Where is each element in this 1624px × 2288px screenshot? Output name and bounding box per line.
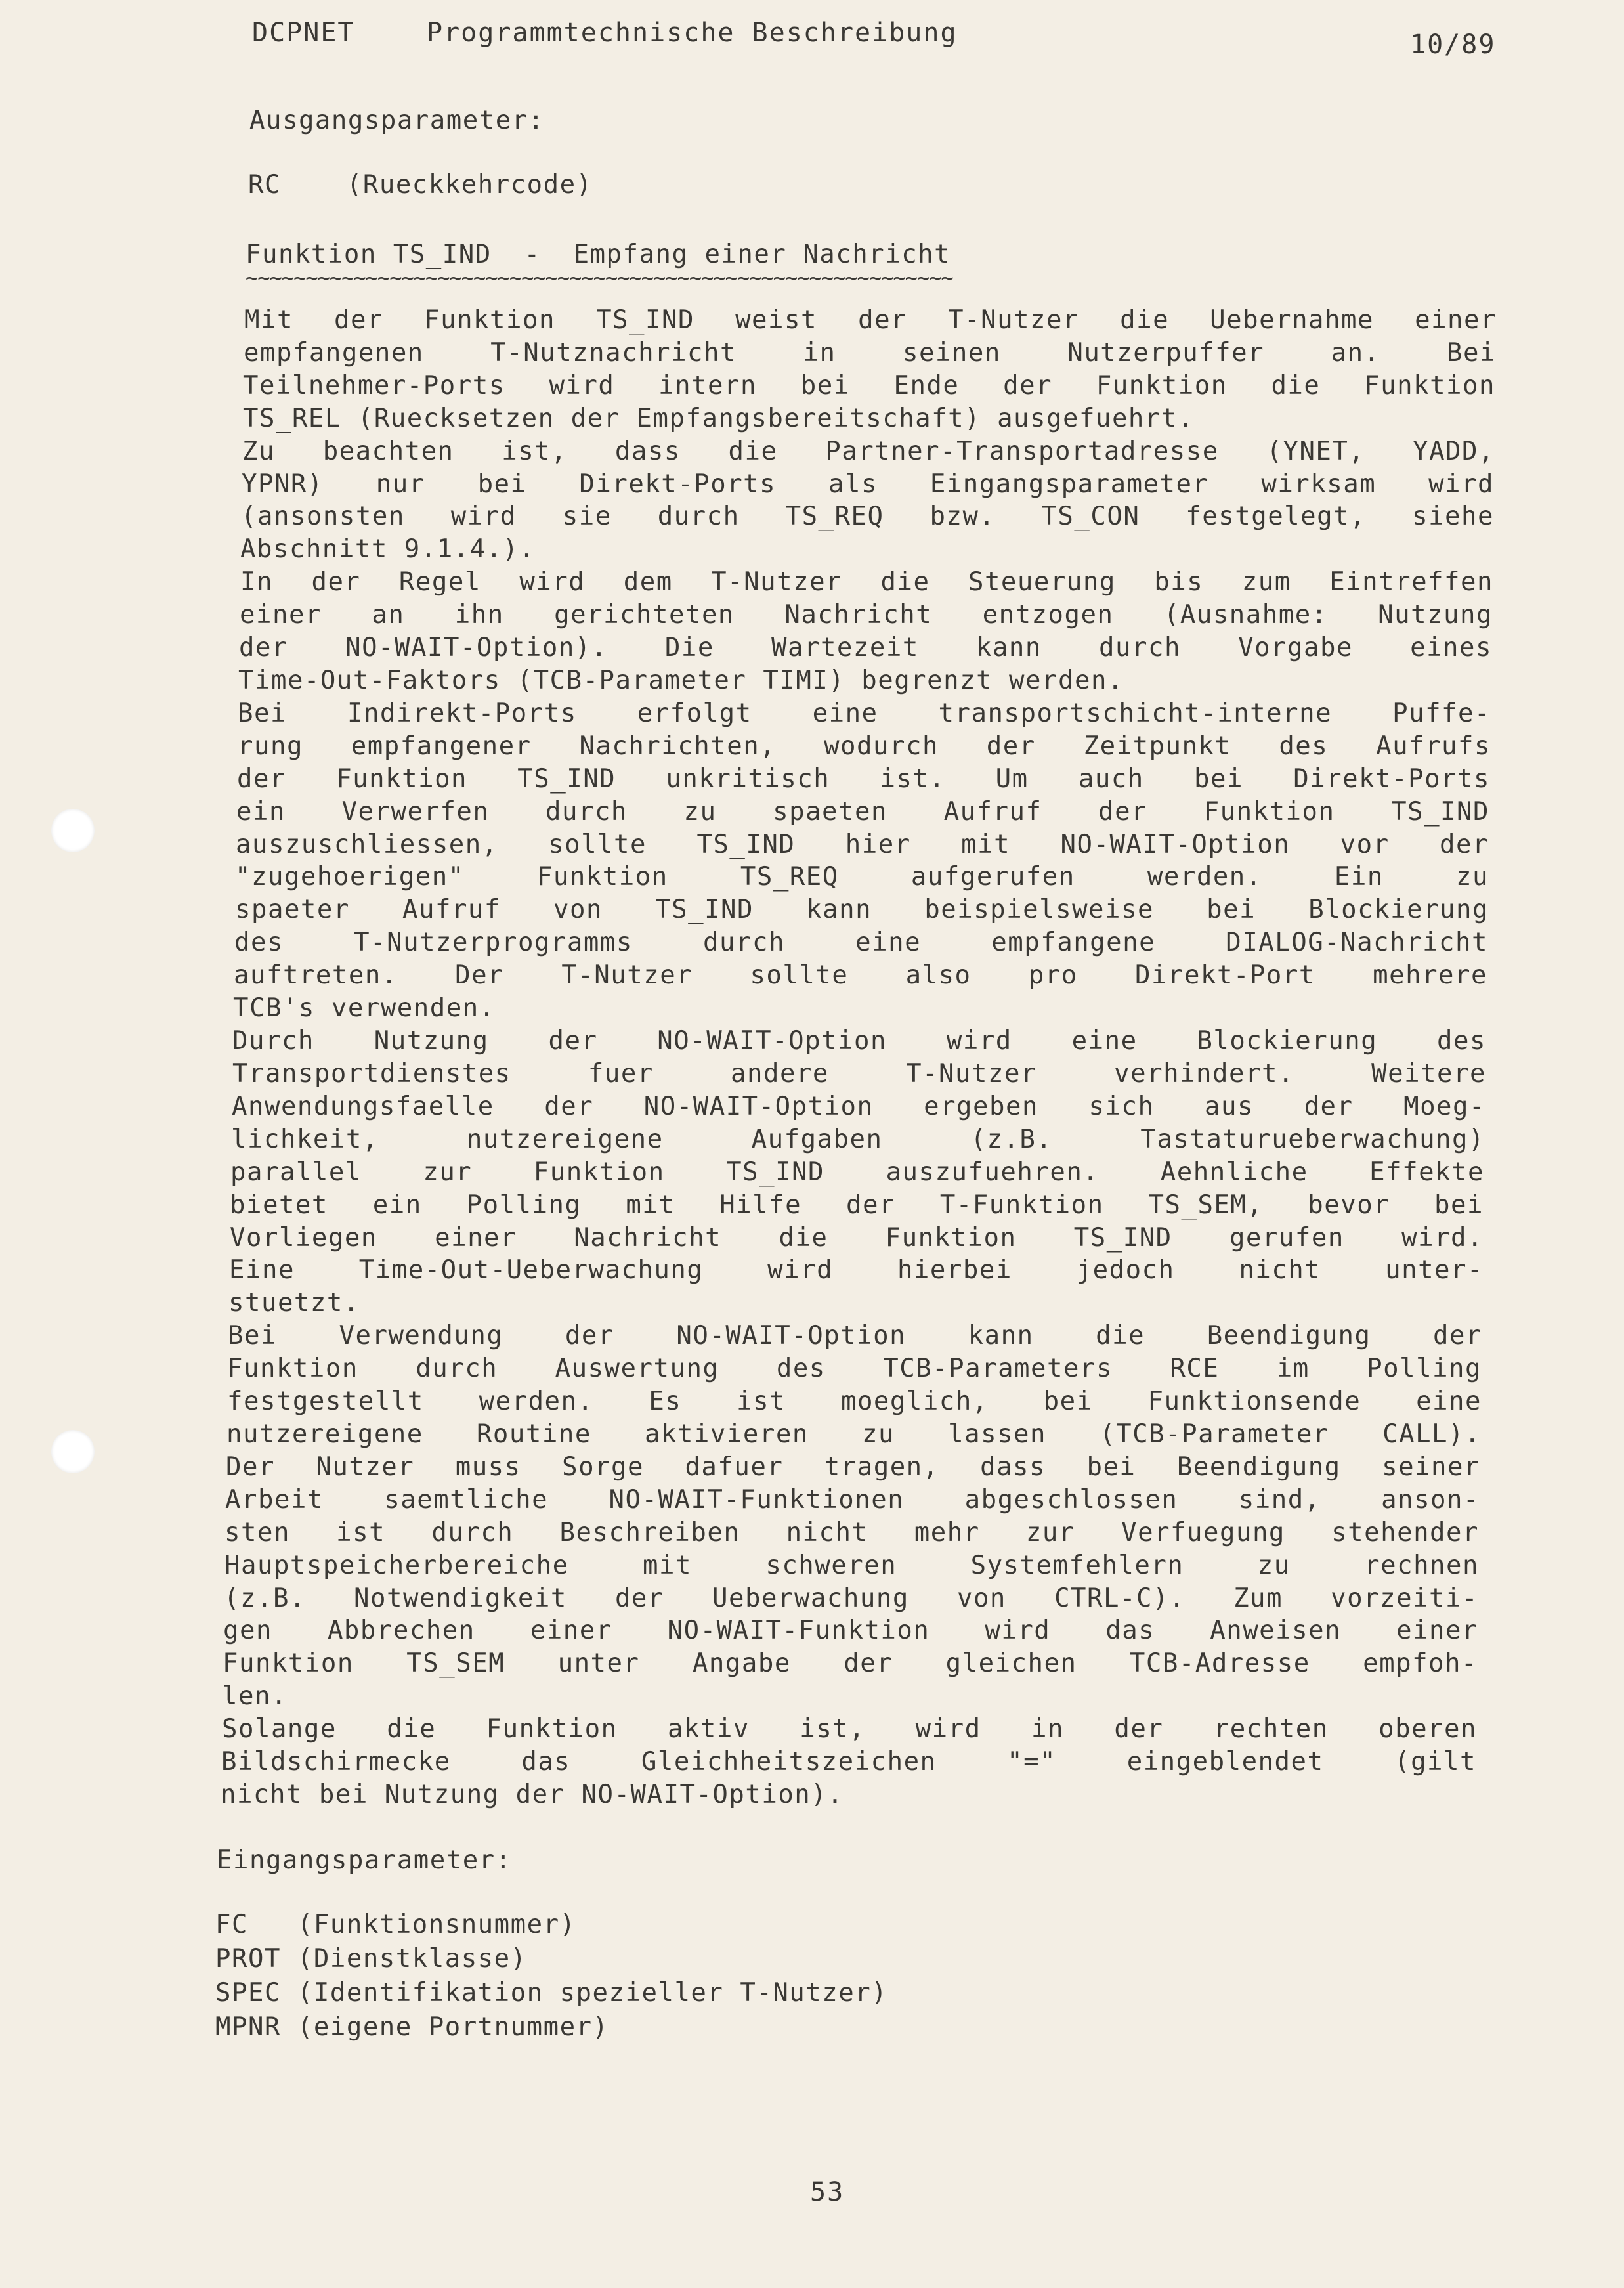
input-param-prot: PROT (Dienstklasse) [215, 1944, 527, 1974]
body-line: lichkeit, nutzereigene Aufgaben (z.B. Tastaturueberwachung) [231, 1125, 1485, 1154]
body-line: Funktion TS_SEM unter Angabe der gleichen TCB-Adresse empfoh- [223, 1649, 1478, 1678]
body-line: Bildschirmecke das Gleichheitszeichen "=" eingeblendet (gilt [221, 1747, 1476, 1777]
punch-hole-bottom [51, 1430, 95, 1473]
body-line: YPNR) nur bei Direkt-Ports als Eingangsparameter wirksam wird [242, 469, 1494, 499]
input-param-mpnr: MPNR (eigene Portnummer) [215, 2012, 609, 2042]
body-line: nutzereigene Routine aktivieren zu lassen (TCB-Parameter CALL). [226, 1419, 1481, 1449]
body-line: festgestellt werden. Es ist moeglich, bei Funktionsende eine [227, 1387, 1482, 1416]
body-line: (ansonsten wird sie durch TS_REQ bzw. TS_CON festgelegt, siehe [241, 502, 1494, 531]
body-line: In der Regel wird dem T-Nutzer die Steuerung bis zum Eintreffen [240, 567, 1493, 597]
body-line: "zugehoerigen" Funktion TS_REQ aufgerufen werden. Ein zu [235, 862, 1489, 892]
body-line: bietet ein Polling mit Hilfe der T-Funktion TS_SEM, bevor bei [230, 1190, 1484, 1220]
punch-hole-top [51, 809, 95, 852]
body-line: einer an ihn gerichteten Nachricht entzogen (Ausnahme: Nutzung [240, 600, 1493, 630]
body-line: Der Nutzer muss Sorge dafuer tragen, dass bei Beendigung seiner [226, 1452, 1480, 1482]
body-line: gen Abbrechen einer NO-WAIT-Funktion wird das Anweisen einer [223, 1616, 1478, 1645]
body-line: (z.B. Notwendigkeit der Ueberwachung von CTRL-C). Zum vorzeiti- [224, 1584, 1478, 1613]
heading-underline: ~~~~~~~~~~~~~~~~~~~~~~~~~~~~~~~~~~~~~~~~~~~~~~~~~~~~~~~~~~~ [246, 265, 953, 290]
function-heading: Funktion TS_IND - Empfang einer Nachricht [246, 240, 951, 269]
body-line: empfangenen T-Nutznachricht in seinen Nutzerpuffer an. Bei [244, 338, 1496, 368]
body-line: TCB's verwenden. [233, 993, 496, 1023]
body-line: parallel zur Funktion TS_IND auszufuehren. Aehnliche Effekte [230, 1157, 1484, 1187]
body-line: Transportdienstes fuer andere T-Nutzer verhindert. Weitere [232, 1059, 1486, 1089]
body-line: ein Verwerfen durch zu spaeten Aufruf der Funktion TS_IND [236, 797, 1489, 827]
body-line: len. [222, 1681, 288, 1711]
output-params-heading: Ausgangsparameter: [249, 106, 545, 135]
body-line: Zu beachten ist, dass die Partner-Transportadresse (YNET, YADD, [242, 437, 1495, 466]
header-date: 10/89 [1410, 30, 1496, 60]
body-line: stuetzt. [228, 1288, 360, 1318]
body-line: Vorliegen einer Nachricht die Funktion TS_IND gerufen wird. [230, 1223, 1484, 1253]
input-param-spec: SPEC (Identifikation spezieller T-Nutzer) [215, 1978, 888, 2008]
body-line: Bei Indirekt-Ports erfolgt eine transportschicht-interne Puffe- [238, 699, 1491, 728]
body-line: der NO-WAIT-Option). Die Wartezeit kann durch Vorgabe eines [239, 633, 1492, 662]
body-line: spaeter Aufruf von TS_IND kann beispielsweise bei Blockierung [235, 895, 1489, 924]
body-line: Anwendungsfaelle der NO-WAIT-Option ergeben sich aus der Moeg- [232, 1092, 1485, 1121]
body-line: Abschnitt 9.1.4.). [240, 534, 536, 564]
body-line: der Funktion TS_IND unkritisch ist. Um auch bei Direkt-Ports [237, 764, 1490, 794]
body-line: Bei Verwendung der NO-WAIT-Option kann die Beendigung der [228, 1321, 1482, 1350]
body-line: TS_REL (Ruecksetzen der Empfangsbereitschaft) ausgefuehrt. [243, 404, 1194, 433]
body-line: nicht bei Nutzung der NO-WAIT-Option). [221, 1780, 844, 1809]
body-line: Durch Nutzung der NO-WAIT-Option wird eine Blockierung des [232, 1026, 1486, 1056]
body-line: auftreten. Der T-Nutzer sollte also pro Direkt-Port mehrere [234, 961, 1487, 990]
body-line: auszuschliessen, sollte TS_IND hier mit NO-WAIT-Option vor der [236, 830, 1489, 859]
input-param-fc: FC (Funktionsnummer) [215, 1910, 576, 1939]
input-params-heading: Eingangsparameter: [217, 1846, 512, 1875]
body-line: sten ist durch Beschreiben nicht mehr zur Verfuegung stehender [224, 1518, 1479, 1547]
body-line: Eine Time-Out-Ueberwachung wird hierbei jedoch nicht unter- [229, 1255, 1484, 1285]
header-left: DCPNET [252, 18, 355, 48]
body-line: Funktion durch Auswertung des TCB-Parameters RCE im Polling [227, 1354, 1482, 1383]
body-line: Mit der Funktion TS_IND weist der T-Nutzer die Uebernahme einer [244, 305, 1497, 335]
page-number: 53 [810, 2177, 845, 2207]
output-param-rc: RC (Rueckkehrcode) [248, 170, 593, 200]
body-line: des T-Nutzerprogramms durch eine empfangene DIALOG-Nachricht [234, 928, 1488, 957]
body-line: Arbeit saemtliche NO-WAIT-Funktionen abgeschlossen sind, anson- [225, 1485, 1480, 1515]
body-line: Solange die Funktion aktiv ist, wird in der rechten oberen [222, 1714, 1477, 1744]
body-line: Time-Out-Faktors (TCB-Parameter TIMI) begrenzt werden. [238, 666, 1124, 695]
body-line: Hauptspeicherbereiche mit schweren Systemfehlern zu rechnen [224, 1551, 1479, 1580]
header-title: Programmtechnische Beschreibung [427, 18, 958, 48]
body-line: rung empfangener Nachrichten, wodurch der Zeitpunkt des Aufrufs [238, 731, 1491, 761]
body-line: Teilnehmer-Ports wird intern bei Ende der Funktion die Funktion [243, 371, 1495, 400]
